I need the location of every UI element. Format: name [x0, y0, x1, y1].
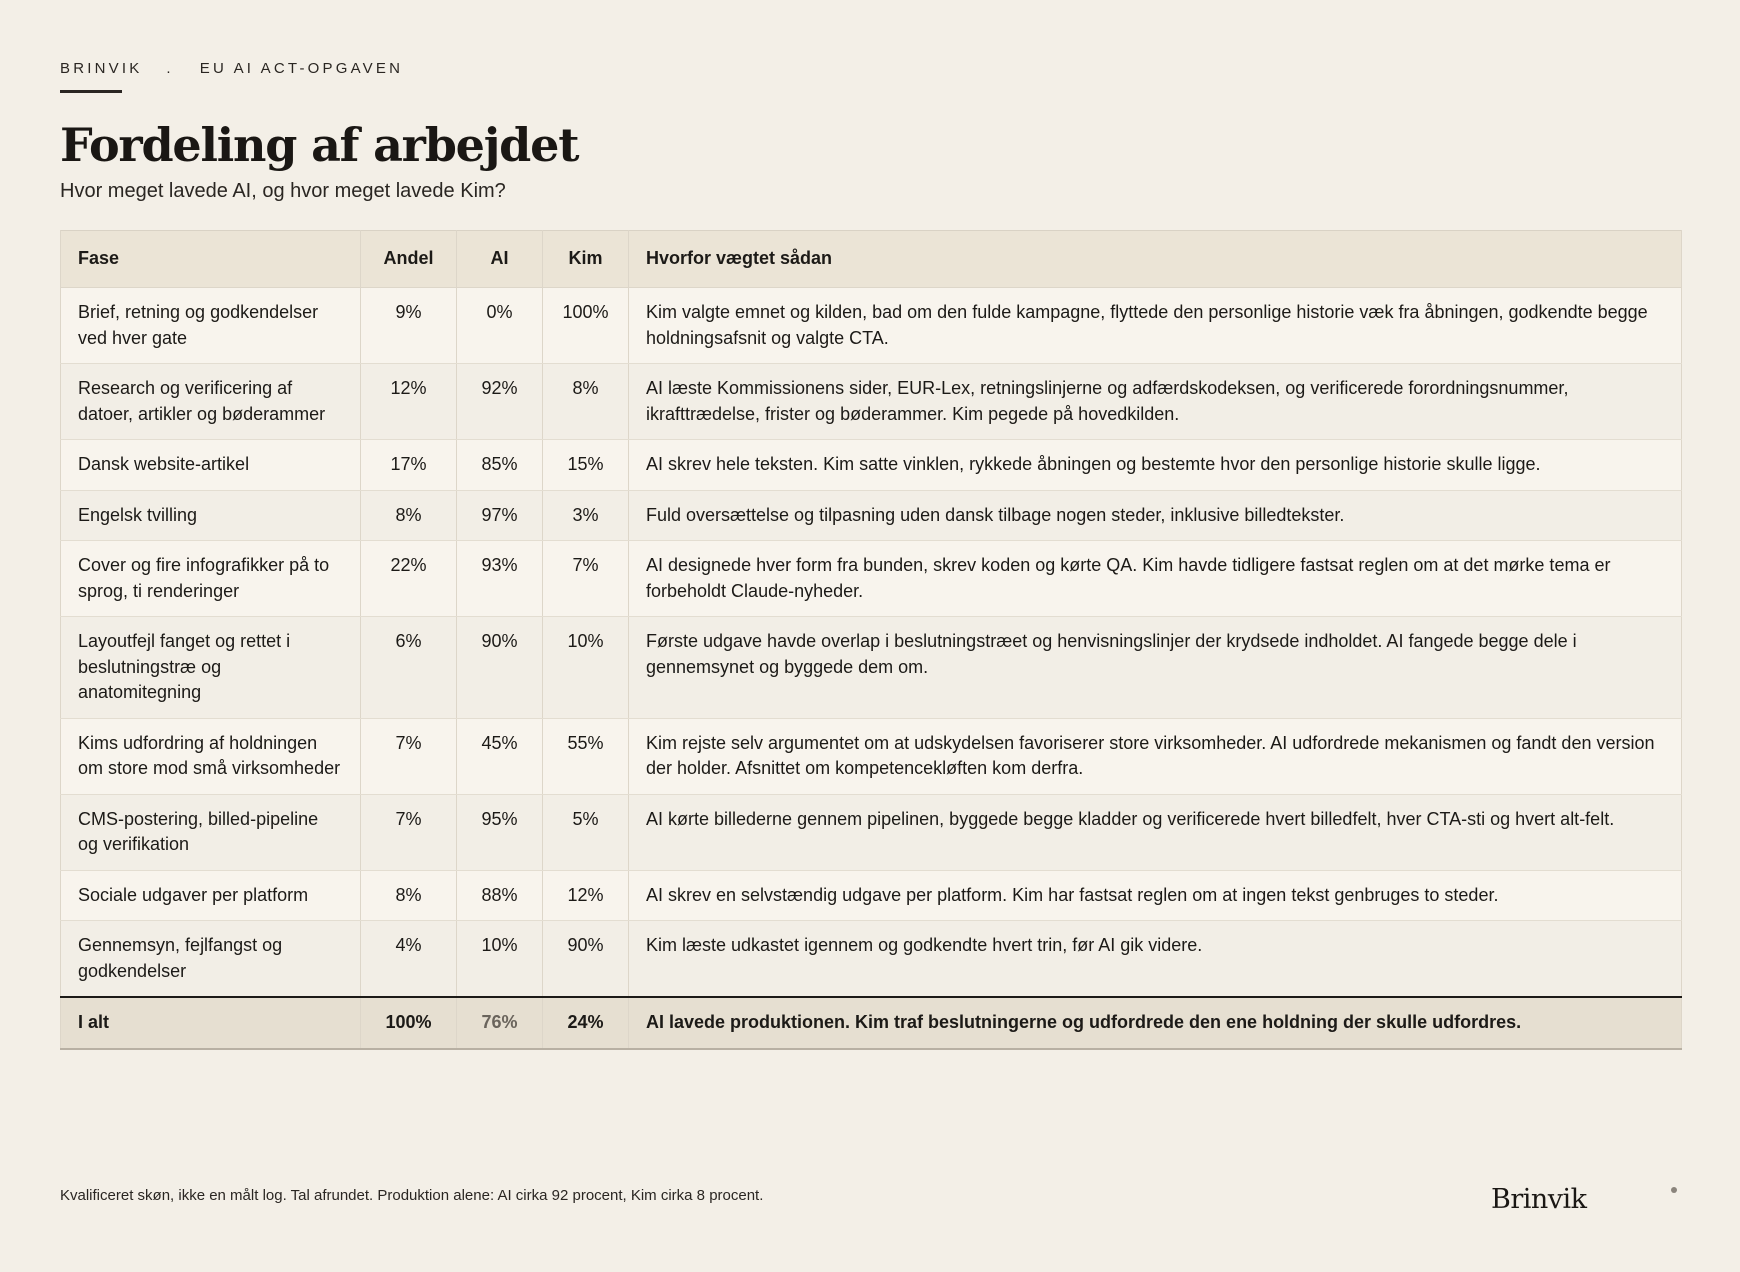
column-header-kim: Kim — [543, 231, 629, 288]
cell-ai: 97% — [457, 490, 543, 541]
cell-ai: 88% — [457, 870, 543, 921]
cell-hvorfor: Fuld oversættelse og tilpasning uden dansk tilbage nogen steder, inklusive billedtekster. — [629, 490, 1682, 541]
total-ai: 76% — [457, 997, 543, 1049]
cell-fase: Layoutfejl fanget og rettet i beslutningstræ og anatomitegning — [61, 617, 361, 719]
cell-fase: Kims udfordring af holdningen om store mod små virksomheder — [61, 718, 361, 794]
table-row — [61, 490, 1682, 541]
total-kim: 24% — [543, 997, 629, 1049]
eyebrow — [60, 60, 403, 77]
cell-kim: 90% — [543, 921, 629, 998]
cell-hvorfor: AI læste Kommissionens sider, EUR-Lex, retningslinjerne og adfærdskodeksen, og verificerede forordningsnummer, ikrafttrædelse, frister og bøderammer. Kim pegede på hovedkilden. — [629, 364, 1682, 440]
cell-ai: 0% — [457, 288, 543, 364]
cell-kim: 100% — [543, 288, 629, 364]
cell-andel: 12% — [361, 364, 457, 440]
section-label: EU AI ACT-OPGAVEN — [199, 60, 404, 77]
table-row — [61, 794, 1682, 870]
column-header-andel: Andel — [361, 231, 457, 288]
cell-andel: 7% — [361, 794, 457, 870]
cell-kim: 8% — [543, 364, 629, 440]
column-header-fase: Fase — [61, 231, 361, 288]
cell-andel: 8% — [361, 490, 457, 541]
cell-hvorfor: AI designede hver form fra bunden, skrev koden og kørte QA. Kim havde tidligere fastsat reglen om at det mørke tema er forbeholdt Claude-nyheder. — [629, 541, 1682, 617]
cell-kim: 3% — [543, 490, 629, 541]
table-row — [61, 718, 1682, 794]
cell-ai: 92% — [457, 364, 543, 440]
cell-fase: Dansk website-artikel — [61, 440, 361, 491]
page-dot — [1671, 1187, 1677, 1193]
work-distribution-table — [60, 230, 1682, 1050]
cell-fase: Cover og fire infografikker på to sprog, ti renderinger — [61, 541, 361, 617]
cell-andel: 17% — [361, 440, 457, 491]
cell-fase: CMS-postering, billed-pipeline og verifikation — [61, 794, 361, 870]
table-row — [61, 440, 1682, 491]
total-andel: 100% — [361, 997, 457, 1049]
cell-ai: 93% — [457, 541, 543, 617]
page-title: Fordeling af arbejdet — [60, 118, 579, 172]
cell-kim: 5% — [543, 794, 629, 870]
cell-ai: 10% — [457, 921, 543, 998]
table-row — [61, 617, 1682, 719]
cell-fase: Engelsk tvilling — [61, 490, 361, 541]
cell-hvorfor: Kim valgte emnet og kilden, bad om den fulde kampagne, flyttede den personlige historie væk fra åbningen, godkendte begge holdningsafsnit og valgte CTA. — [629, 288, 1682, 364]
cell-andel: 9% — [361, 288, 457, 364]
cell-ai: 85% — [457, 440, 543, 491]
table-total-row — [61, 997, 1682, 1049]
total-label: I alt — [61, 997, 361, 1049]
table-row — [61, 921, 1682, 998]
cell-kim: 55% — [543, 718, 629, 794]
cell-hvorfor: Kim læste udkastet igennem og godkendte hvert trin, før AI gik videre. — [629, 921, 1682, 998]
cell-andel: 4% — [361, 921, 457, 998]
cell-hvorfor: Første udgave havde overlap i beslutningstræet og henvisningslinjer der krydsede indholdet. AI fangede begge dele i gennemsynet og byggede dem om. — [629, 617, 1682, 719]
column-header-hvorfor: Hvorfor vægtet sådan — [629, 231, 1682, 288]
cell-fase: Research og verificering af datoer, artikler og bøderammer — [61, 364, 361, 440]
table-row — [61, 870, 1682, 921]
table-header-row — [61, 231, 1682, 288]
cell-hvorfor: AI skrev en selvstændig udgave per platform. Kim har fastsat reglen om at ingen tekst genbruges to steder. — [629, 870, 1682, 921]
table-row — [61, 364, 1682, 440]
cell-ai: 90% — [457, 617, 543, 719]
cell-andel: 7% — [361, 718, 457, 794]
cell-andel: 8% — [361, 870, 457, 921]
table-row — [61, 288, 1682, 364]
cell-kim: 12% — [543, 870, 629, 921]
cell-andel: 6% — [361, 617, 457, 719]
cell-andel: 22% — [361, 541, 457, 617]
total-hvorfor: AI lavede produktionen. Kim traf beslutningerne og udfordrede den ene holdning der skulle udfordres. — [629, 997, 1682, 1049]
brand-label: BRINVIK — [60, 60, 143, 77]
cell-ai: 45% — [457, 718, 543, 794]
cell-fase: Brief, retning og godkendelser ved hver gate — [61, 288, 361, 364]
cell-fase: Sociale udgaver per platform — [61, 870, 361, 921]
cell-hvorfor: AI kørte billederne gennem pipelinen, byggede begge kladder og verificerede hvert billedfelt, hver CTA-sti og hvert alt-felt. — [629, 794, 1682, 870]
eyebrow-rule — [60, 90, 122, 93]
cell-hvorfor: Kim rejste selv argumentet om at udskydelsen favoriserer store virksomheder. AI udfordrede mekanismen og fandt den version der holder. Afsnittet om kompetencekløften kom derfra. — [629, 718, 1682, 794]
cell-hvorfor: AI skrev hele teksten. Kim satte vinklen, rykkede åbningen og bestemte hvor den personlige historie skulle ligge. — [629, 440, 1682, 491]
cell-ai: 95% — [457, 794, 543, 870]
page-subtitle: Hvor meget lavede AI, og hvor meget lavede Kim? — [60, 180, 506, 202]
footer-logo: Brinvik — [1491, 1184, 1587, 1215]
column-header-ai: AI — [457, 231, 543, 288]
cell-kim: 7% — [543, 541, 629, 617]
table-row — [61, 541, 1682, 617]
page — [60, 0, 1680, 1272]
eyebrow-separator: . — [166, 60, 174, 77]
cell-kim: 10% — [543, 617, 629, 719]
cell-kim: 15% — [543, 440, 629, 491]
footnote: Kvalificeret skøn, ikke en målt log. Tal afrundet. Produktion alene: AI cirka 92 procent, Kim cirka 8 procent. — [60, 1187, 764, 1204]
cell-fase: Gennemsyn, fejlfangst og godkendelser — [61, 921, 361, 998]
